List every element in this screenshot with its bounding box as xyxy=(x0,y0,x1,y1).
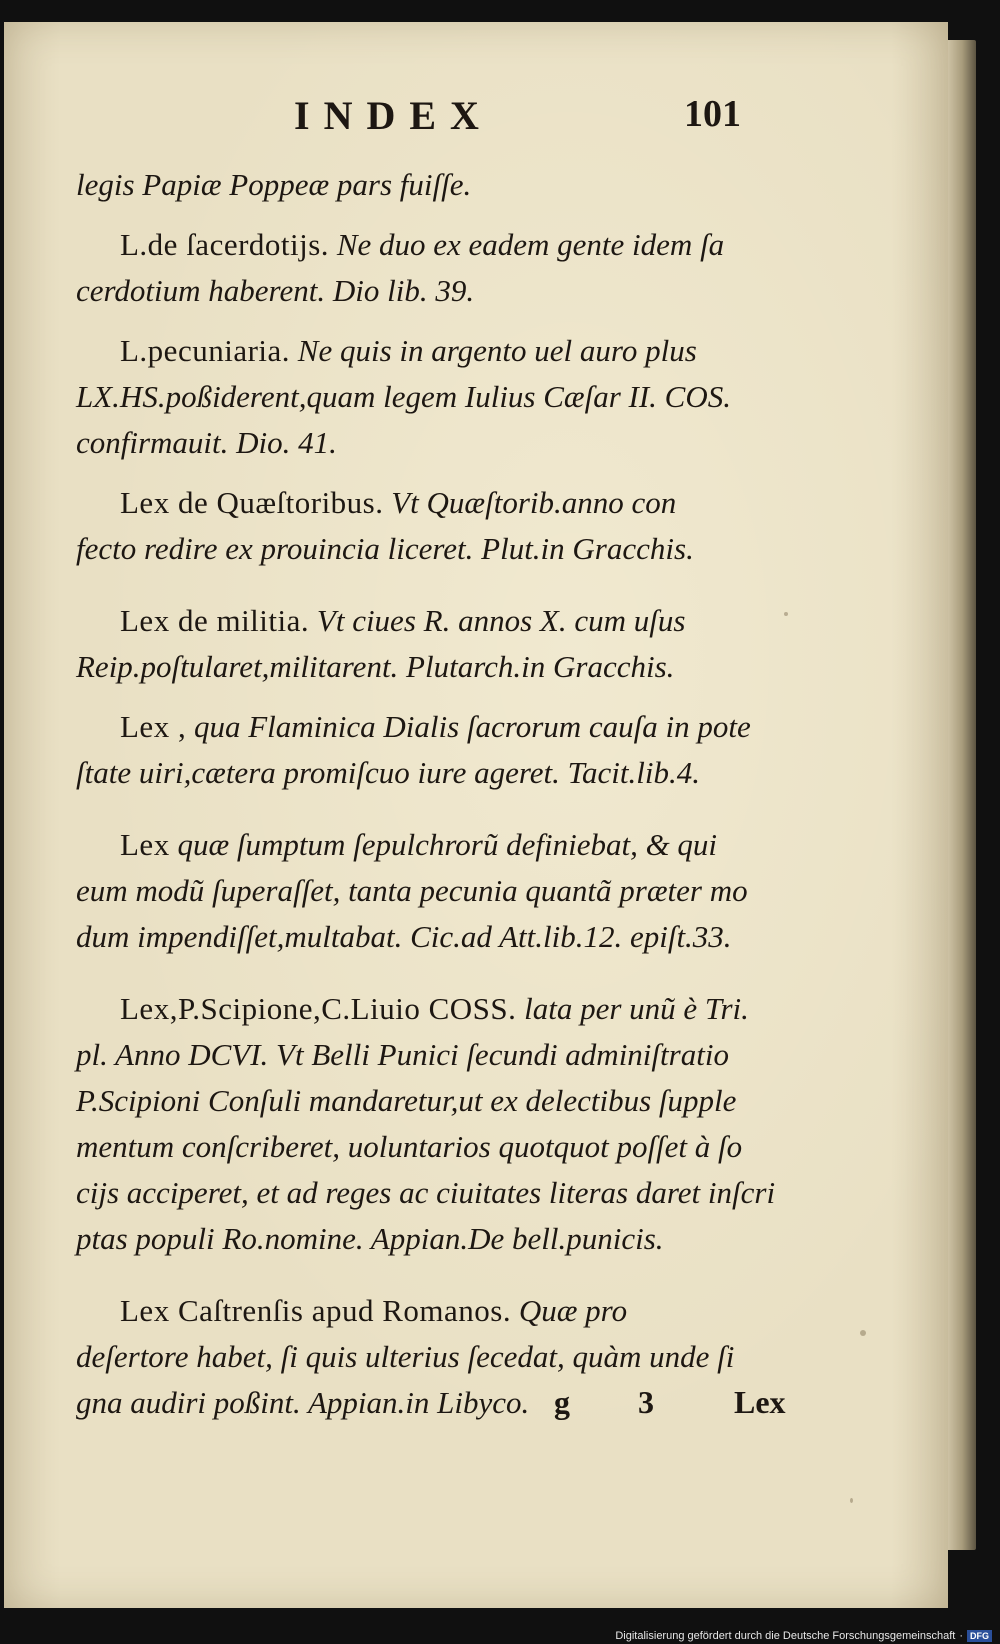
entry-text: qua Flaminica Dialis ſacrorum cauſa in pote xyxy=(193,709,751,744)
entry-text: Ne quis in argento uel auro plus xyxy=(297,333,697,368)
entry-line xyxy=(76,822,806,868)
entry-line xyxy=(76,986,806,1032)
entry-text: ſtate uiri,cætera promiſcuo iure ageret. Tacit.lib.4. xyxy=(76,755,700,790)
entry-line xyxy=(76,1288,806,1334)
entry-heading: L.de ſacerdotijs. xyxy=(120,227,330,262)
signature-mark: g 3 xyxy=(554,1384,684,1420)
entry-line xyxy=(76,914,806,960)
credit-text: Digitalisierung gefördert durch die Deutsche Forschungsgemeinschaft xyxy=(615,1630,956,1642)
entry-line xyxy=(76,1032,806,1078)
entry-text: mentum conſcriberet, uoluntarios quotquot poſſet à ſo xyxy=(76,1129,743,1164)
entry-line xyxy=(76,1334,806,1380)
index-entry xyxy=(76,986,806,1262)
entry-line xyxy=(76,704,806,750)
entry-text: confirmauit. Dio. 41. xyxy=(76,425,337,460)
entry-text: cerdotium haberent. Dio lib. 39. xyxy=(76,273,475,308)
entry-line xyxy=(76,420,806,466)
entry-text: fecto redire ex prouincia liceret. Plut.in Gracchis. xyxy=(76,531,694,566)
paper-spot xyxy=(850,1498,853,1503)
entry-text: eum modũ ſuperaſſet, tanta pecunia quantã præter mo xyxy=(76,873,748,908)
catchword: Lex xyxy=(734,1384,786,1420)
index-entries xyxy=(76,162,806,1426)
entry-text: Vt Quæſtorib.anno con xyxy=(391,485,677,520)
entry-line xyxy=(76,328,806,374)
entry-line xyxy=(76,598,806,644)
paper-spot xyxy=(860,1330,866,1336)
index-entry xyxy=(76,598,806,690)
entry-text: dum impendiſſet,multabat. Cic.ad Att.lib.12. epiſt.33. xyxy=(76,919,732,954)
entry-text: legis Papiæ Poppeæ pars fuiſſe. xyxy=(76,167,472,202)
index-entry xyxy=(76,480,806,572)
index-entry xyxy=(76,222,806,314)
entry-line xyxy=(76,268,806,314)
entry-text: ptas populi Ro.nomine. Appian.De bell.punicis. xyxy=(76,1221,664,1256)
entry-line xyxy=(76,868,806,914)
entry-line xyxy=(76,222,806,268)
entry-text: Ne duo ex eadem gente idem ſa xyxy=(336,227,725,262)
entry-heading: Lex,P.Scipione,C.Liuio COSS. xyxy=(120,991,517,1026)
entry-line xyxy=(76,750,806,796)
entry-line xyxy=(76,162,806,208)
entry-text: quæ ſumptum ſepulchrorũ definiebat, & qui xyxy=(177,827,718,862)
entry-text: Quæ pro xyxy=(518,1293,628,1328)
entry-line xyxy=(76,526,806,572)
running-head xyxy=(4,92,948,152)
entry-text: gna audiri poßint. Appian.in Libyco. xyxy=(76,1385,530,1420)
entry-heading: Lex de militia. xyxy=(120,603,310,638)
index-entry xyxy=(76,704,806,796)
entry-heading: Lex xyxy=(120,827,170,862)
entry-text: LX.HS.poßiderent,quam legem Iulius Cæſar II. COS. xyxy=(76,379,731,414)
entry-text: cijs acciperet, et ad reges ac ciuitates literas daret inſcri xyxy=(76,1175,776,1210)
entry-line xyxy=(76,1078,806,1124)
page-title: INDEX xyxy=(294,93,493,138)
page-number: 101 xyxy=(684,93,741,135)
entry-text: lata per unũ è Tri. xyxy=(524,991,749,1026)
page-footer xyxy=(4,1384,948,1434)
index-entry xyxy=(76,162,806,208)
entry-text: Vt ciues R. annos X. cum uſus xyxy=(316,603,686,638)
entry-heading: Lex , xyxy=(120,709,187,744)
entry-line xyxy=(76,374,806,420)
entry-line xyxy=(76,644,806,690)
entry-text: pl. Anno DCVI. Vt Belli Punici ſecundi adminiſtratio xyxy=(76,1037,729,1072)
entry-text: P.Scipioni Conſuli mandaretur,ut ex delectibus ſupple xyxy=(76,1083,737,1118)
index-entry xyxy=(76,822,806,960)
entry-heading: L.pecuniaria. xyxy=(120,333,291,368)
index-entry xyxy=(76,328,806,466)
entry-heading: Lex de Quæſtoribus. xyxy=(120,485,384,520)
entry-line xyxy=(76,480,806,526)
digitization-credit: Digitalisierung gefördert durch die Deutsche Forschungsgemeinschaft · DFG xyxy=(615,1630,992,1642)
entry-text: Reip.poſtularet,militarent. Plutarch.in Gracchis. xyxy=(76,649,675,684)
entry-line xyxy=(76,1216,806,1262)
dfg-logo-icon: DFG xyxy=(967,1630,992,1642)
entry-text: deſertore habet, ſi quis ulterius ſecedat, quàm unde ſi xyxy=(76,1339,735,1374)
book-page xyxy=(4,22,948,1608)
entry-heading: Lex Caſtrenſis apud Romanos. xyxy=(120,1293,512,1328)
entry-line xyxy=(76,1170,806,1216)
entry-line xyxy=(76,1124,806,1170)
